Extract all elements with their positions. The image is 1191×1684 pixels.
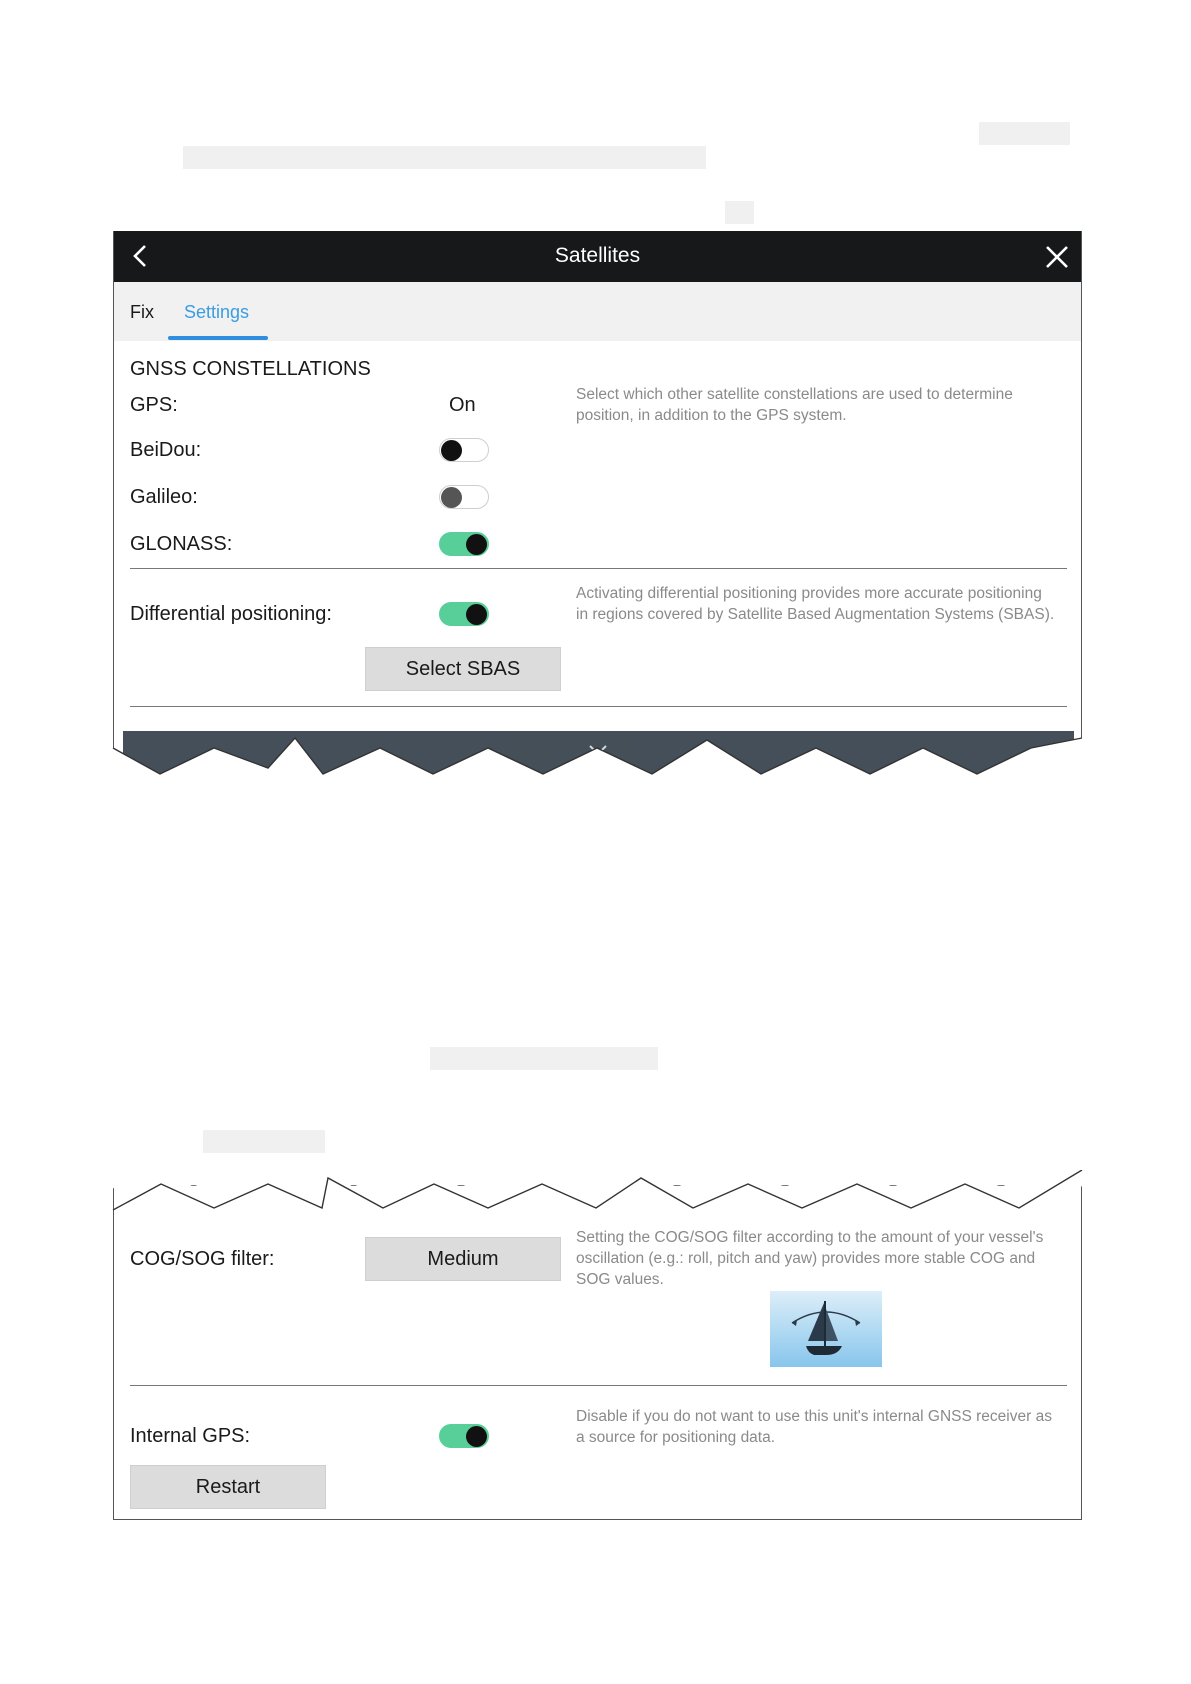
- select-sbas-button[interactable]: Select SBAS: [365, 647, 561, 691]
- tab-settings[interactable]: Settings: [184, 302, 250, 322]
- glonass-toggle[interactable]: [439, 532, 489, 556]
- gps-label: GPS:: [130, 394, 178, 416]
- beidou-label: BeiDou:: [130, 439, 202, 461]
- section-divider: [130, 1385, 1067, 1386]
- active-tab-indicator: [168, 336, 268, 340]
- gnss-help-text: Select which other satellite constellations are used to determine position, in addition to the GPS system.: [576, 386, 1013, 424]
- restart-button[interactable]: Restart: [130, 1465, 326, 1509]
- redacted-block: [725, 201, 754, 224]
- redacted-block: [430, 1047, 658, 1070]
- internal-gps-label: Internal GPS:: [130, 1425, 251, 1447]
- differential-help-text: Activating differential positioning provides more accurate positioning in regions covered by Satellite Based Augmentation Systems (SBAS).: [576, 585, 1055, 623]
- galileo-label: Galileo:: [130, 486, 198, 508]
- cog-sog-filter-label: COG/SOG filter:: [130, 1248, 275, 1270]
- galileo-toggle[interactable]: [439, 485, 489, 509]
- section-divider: [130, 706, 1067, 707]
- redacted-block: [203, 1130, 325, 1153]
- differential-positioning-toggle[interactable]: [439, 602, 489, 626]
- redacted-block: [979, 122, 1070, 145]
- title-bar: [114, 231, 1081, 282]
- glonass-label: GLONASS:: [130, 533, 233, 555]
- gps-value: On: [449, 394, 476, 416]
- internal-gps-toggle[interactable]: [439, 1424, 489, 1448]
- cog-sog-help-text: Setting the COG/SOG filter according to the amount of your vessel's oscillation (e.g.: roll, pitch and yaw) provides more stable COG and SOG values.: [576, 1229, 1044, 1288]
- toggle-knob: [466, 534, 487, 555]
- toggle-knob: [441, 440, 462, 461]
- torn-edge: [0, 730, 1191, 790]
- toggle-knob: [466, 1426, 487, 1447]
- satellites-dialog-continued: [113, 1185, 1082, 1520]
- differential-positioning-label: Differential positioning:: [130, 603, 332, 625]
- torn-edge: [0, 1170, 1191, 1225]
- sailboat-icon: [770, 1291, 882, 1367]
- tab-fix[interactable]: Fix: [130, 302, 154, 322]
- boat-illustration: [770, 1291, 882, 1367]
- section-divider: [130, 568, 1067, 569]
- beidou-toggle[interactable]: [439, 438, 489, 462]
- window-title: Satellites: [554, 244, 641, 267]
- gnss-heading: GNSS CONSTELLATIONS: [130, 358, 371, 380]
- toggle-knob: [466, 604, 487, 625]
- cog-sog-filter-button[interactable]: Medium: [365, 1237, 561, 1281]
- close-icon[interactable]: [1043, 243, 1071, 271]
- toggle-knob: [441, 487, 462, 508]
- redacted-block: [183, 146, 706, 169]
- tab-bar: [114, 282, 1081, 341]
- satellites-dialog: [113, 231, 1082, 778]
- internal-gps-help-text: Disable if you do not want to use this unit's internal GNSS receiver as a source for positioning data.: [576, 1408, 1052, 1446]
